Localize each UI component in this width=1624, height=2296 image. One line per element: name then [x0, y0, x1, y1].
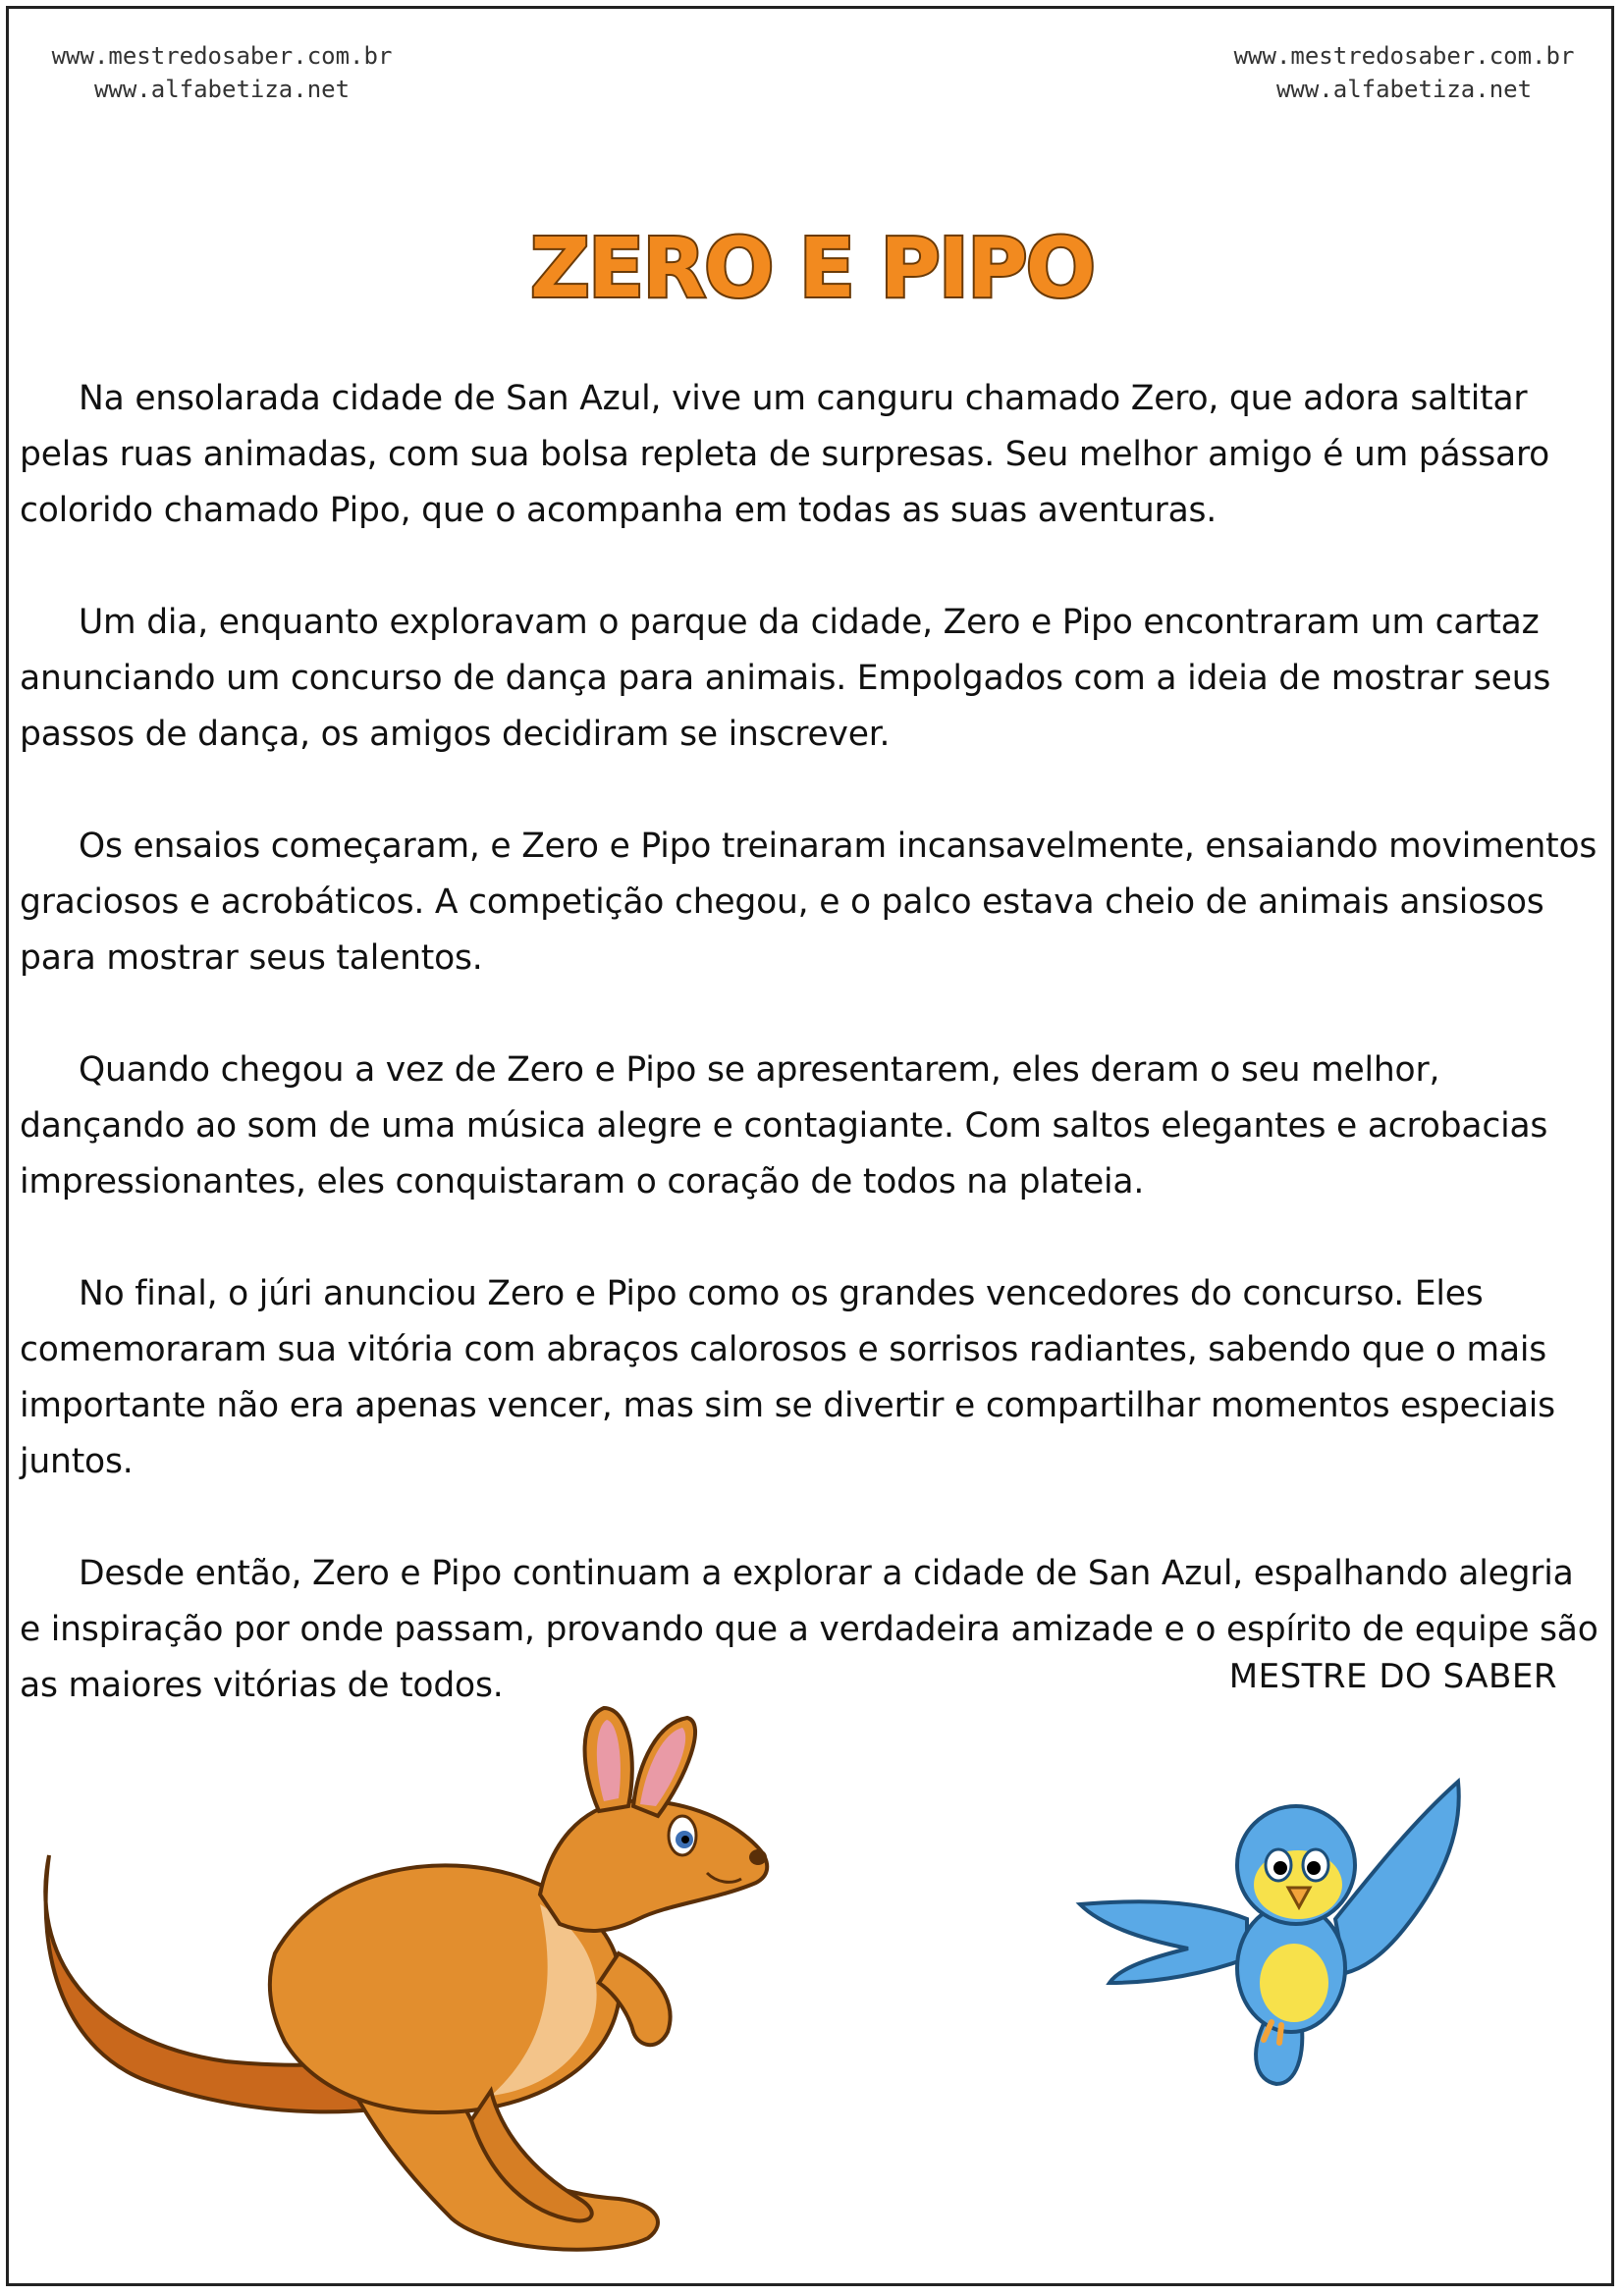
- header-url[interactable]: www.mestredosaber.com.br: [51, 42, 393, 70]
- page-title: [0, 214, 1624, 326]
- story-paragraph: Desde então, Zero e Pipo continuam a explorar a cidade de San Azul, espalhando alegria e inspiração por onde passam, provando que a verdadeira amizade e o espírito de equipe são as maiores vitórias de todos.: [20, 1554, 1598, 1705]
- bird-illustration: [1070, 1772, 1463, 2086]
- story-paragraph: Quando chegou a vez de Zero e Pipo se apresentarem, eles deram o seu melhor, dançando ao som de uma música alegre e contagiante. Com saltos elegantes e acrobacias impressionantes, eles conquistaram o coração de todos na plateia.: [20, 1050, 1548, 1201]
- kangaroo-illustration: [29, 1708, 943, 2287]
- story-paragraph: Na ensolarada cidade de San Azul, vive um canguru chamado Zero, que adora saltitar pelas ruas animadas, com sua bolsa repleta de surpresas. Seu melhor amigo é um pássaro colorido chamado Pipo, que o acompanha em todas as suas aventuras.: [20, 379, 1550, 530]
- story-paragraph: No final, o júri anunciou Zero e Pipo como os grandes vencedores do concurso. Eles comemoraram sua vitória com abraços calorosos e sorrisos radiantes, sabendo que o mais importante não era apenas vencer, mas sim se divertir e compartilhar momentos especiais juntos.: [20, 1274, 1555, 1481]
- header-url[interactable]: www.alfabetiza.net: [93, 76, 351, 103]
- title-lettering: [529, 214, 1095, 322]
- header-url[interactable]: www.mestredosaber.com.br: [1233, 42, 1575, 70]
- header-right-urls: [1198, 39, 1610, 106]
- header-url[interactable]: www.alfabetiza.net: [1275, 76, 1533, 103]
- title-text: ZERO E PIPO: [529, 220, 1095, 316]
- author-signature: MESTRE DO SABER: [1228, 1657, 1557, 1696]
- header-left-urls: [16, 39, 428, 106]
- story-paragraph: Um dia, enquanto exploravam o parque da cidade, Zero e Pipo encontraram um cartaz anunciando um concurso de dança para animais. Empolgados com a ideia de mostrar seus passos de dança, os amigos decidiram se inscrever.: [20, 603, 1551, 754]
- story-paragraph: Os ensaios começaram, e Zero e Pipo treinaram incansavelmente, ensaiando movimentos graciosos e acrobáticos. A competição chegou, e o palco estava cheio de animais ansiosos para mostrar seus talentos.: [20, 827, 1597, 978]
- story-text: [20, 371, 1604, 1770]
